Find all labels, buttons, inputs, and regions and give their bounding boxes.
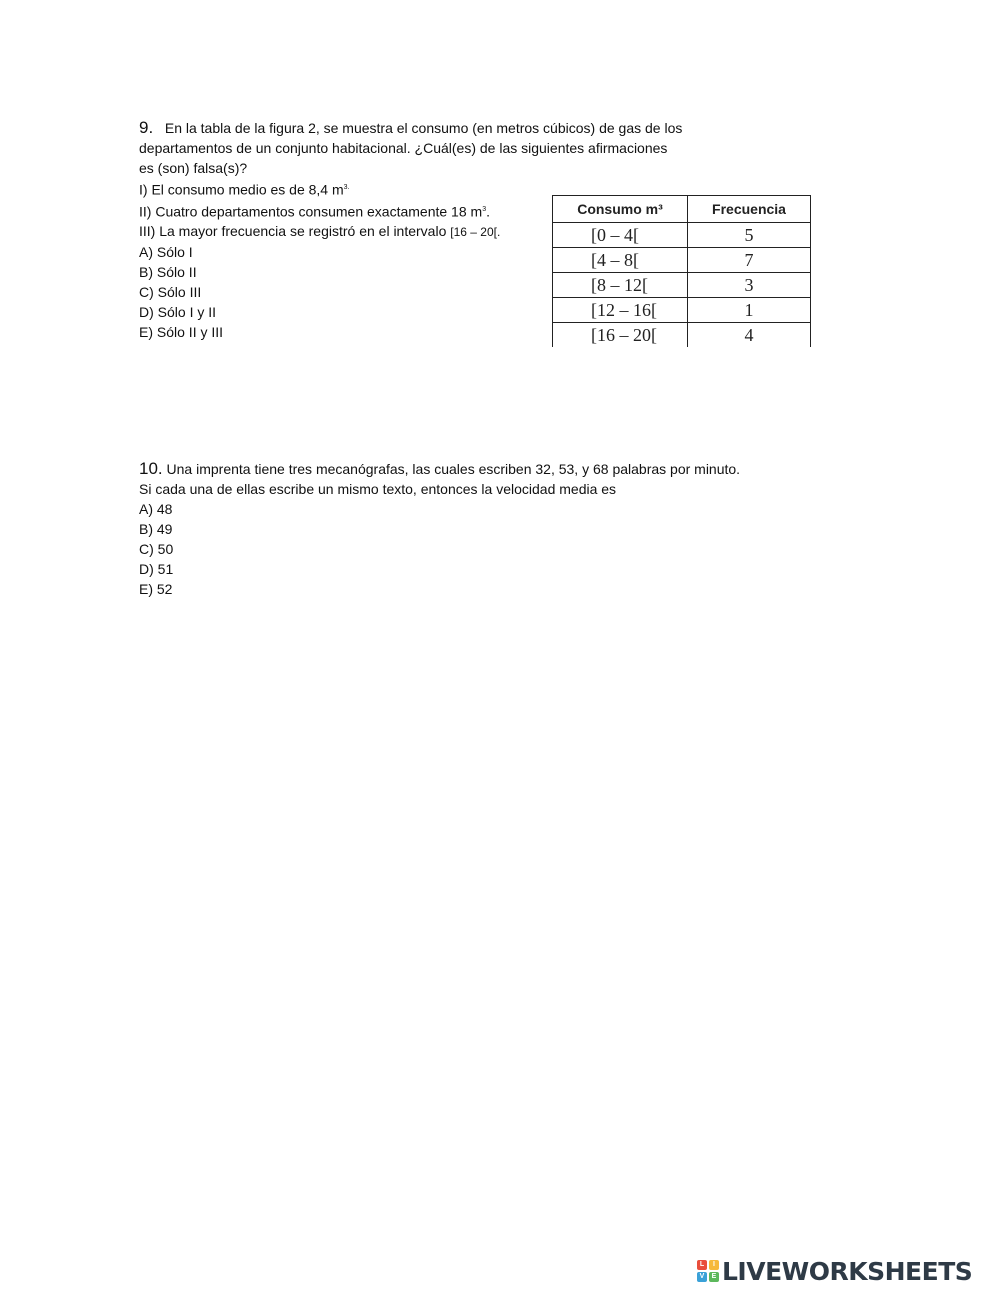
table-row: [553, 323, 811, 348]
option-e: E) 52: [139, 581, 173, 597]
question-number: 10.: [139, 459, 163, 478]
option-a: A) Sólo I: [139, 244, 193, 261]
option-e: E) Sólo II y III: [139, 324, 224, 341]
statement-3: III) La mayor frecuencia se registró en el intervalo [16 – 20[.: [139, 223, 501, 240]
logo-icon: L I V E: [697, 1260, 719, 1282]
table-row: [553, 273, 811, 298]
question-text: departamentos de un conjunto habitacional. ¿Cuál(es) de las siguientes afirmaciones: [139, 140, 668, 156]
option-b: B) Sólo II: [139, 264, 197, 281]
question-text: Una imprenta tiene tres mecanógrafas, las cuales escriben 32, 53, y 68 palabras por minuto.: [166, 461, 741, 477]
question-text: Si cada una de ellas escribe un mismo texto, entonces la velocidad media es: [139, 481, 617, 497]
frequency-cell: 4: [688, 323, 811, 348]
option-d: D) Sólo I y II: [139, 304, 217, 321]
frequency-cell: 5: [688, 223, 811, 248]
frequency-cell: 7: [688, 248, 811, 273]
option-b: B) 49: [139, 521, 173, 537]
table-row: [553, 248, 811, 273]
frequency-table: [552, 195, 811, 347]
question-number: 9.: [139, 118, 154, 137]
option-d: D) 51: [139, 561, 174, 577]
statement-1: I) El consumo medio es de 8,4 $m^{3.}$: [139, 181, 350, 198]
header-consumo: Consumo m³: [553, 196, 688, 223]
header-frecuencia: Frecuencia: [688, 196, 811, 223]
logo-text: LIVEWORKSHEETS: [722, 1256, 973, 1286]
option-a: A) 48: [139, 501, 173, 517]
interval-cell: [12 – 16[: [553, 298, 688, 323]
question-10: [139, 459, 740, 599]
question-text: es (son) falsa(s)?: [139, 160, 248, 176]
interval-cell: [16 – 20[: [553, 323, 688, 348]
option-c: C) 50: [139, 541, 174, 557]
table-row: [553, 298, 811, 323]
liveworksheets-logo: [697, 1258, 972, 1284]
question-text: En la tabla de la figura 2, se muestra el consumo (en metros cúbicos) de gas de los: [164, 120, 683, 136]
option-c: C) Sólo III: [139, 284, 202, 301]
interval-cell: [4 – 8[: [553, 248, 688, 273]
frequency-cell: 1: [688, 298, 811, 323]
frequency-cell: 3: [688, 273, 811, 298]
statement-2: II) Cuatro departamentos consumen exactamente 18 $m^3$.: [139, 203, 490, 220]
interval-cell: [8 – 12[: [553, 273, 688, 298]
table-row: [553, 223, 811, 248]
interval-cell: [0 – 4[: [553, 223, 688, 248]
